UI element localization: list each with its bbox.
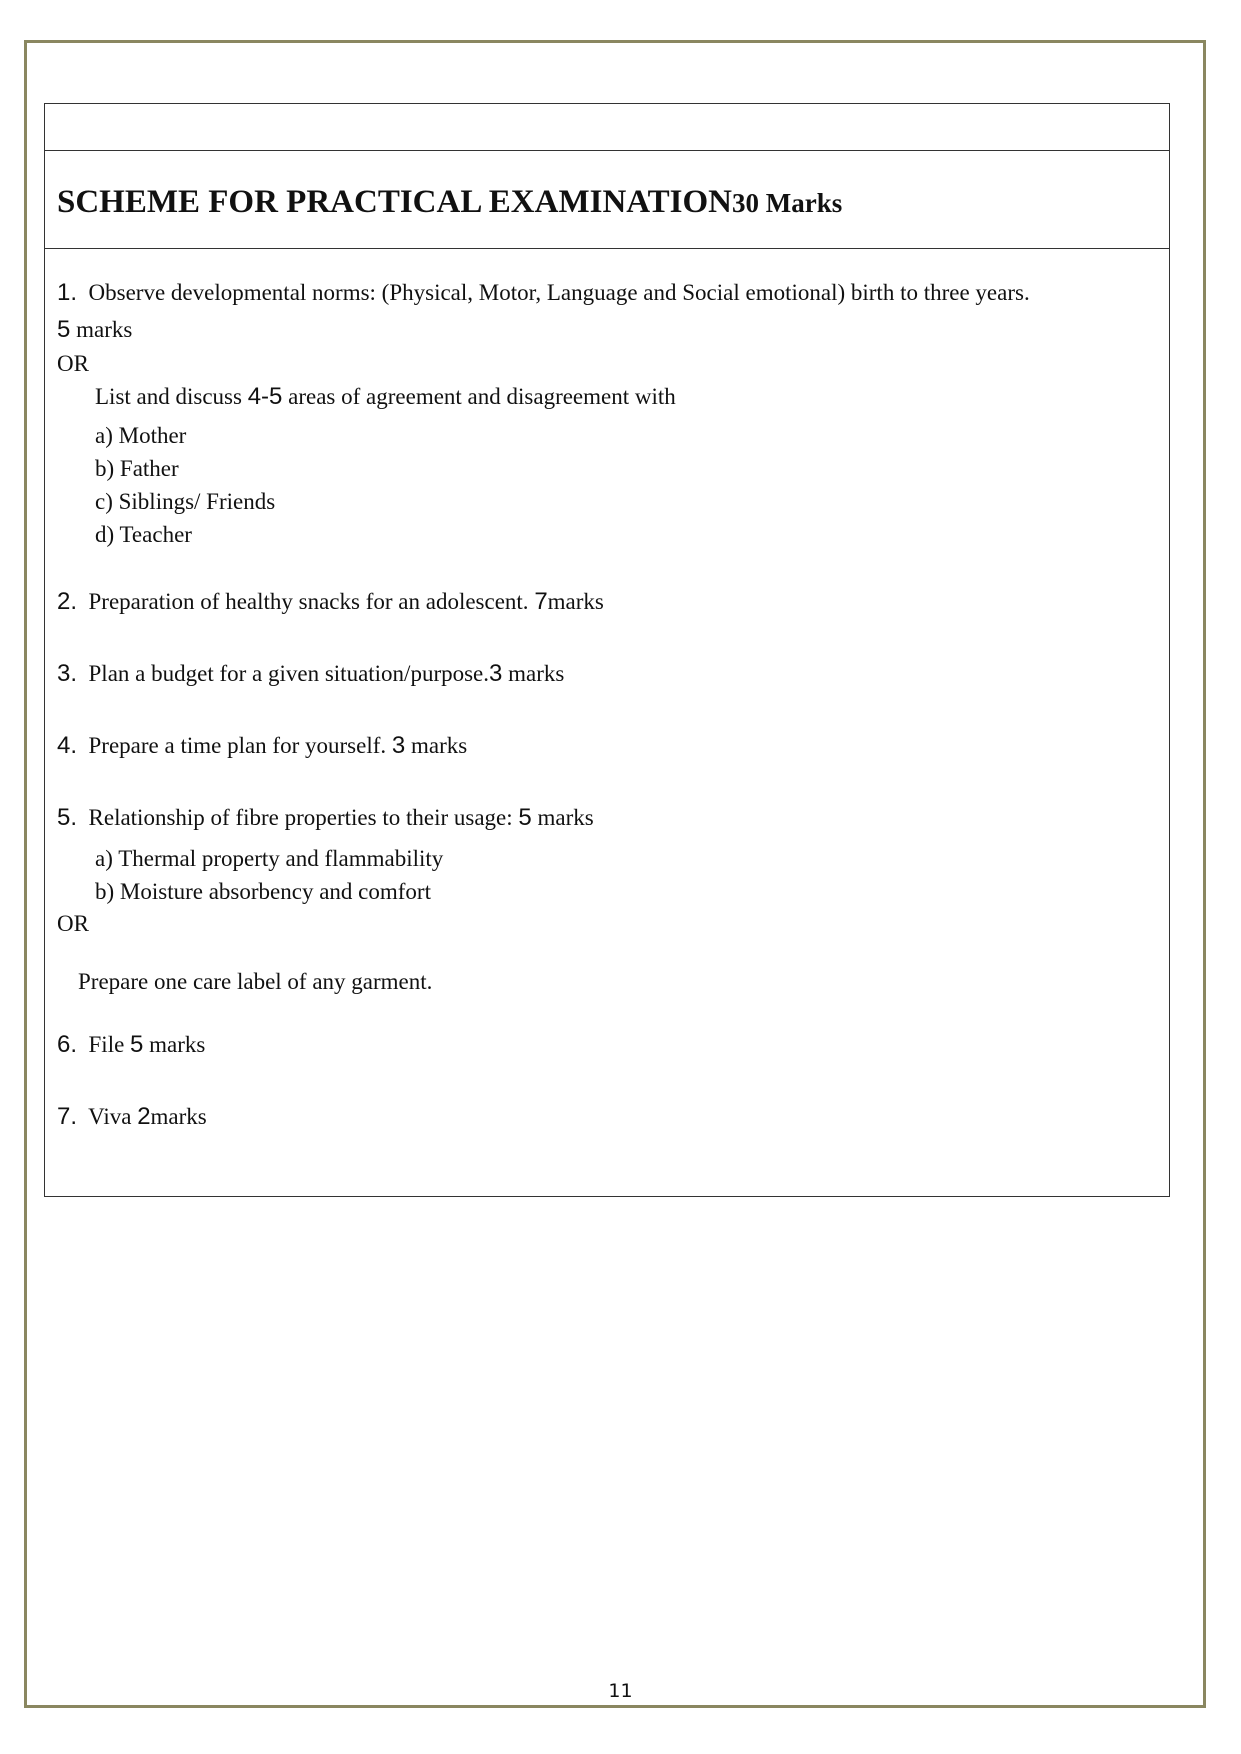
marks-number: 5 (130, 1031, 144, 1058)
item-2 (57, 588, 604, 616)
list-item: a) Mother (95, 423, 187, 448)
item-text: Observe developmental norms: (Physical, Motor, Language and Social emotional) birth to three years. (88, 280, 1030, 305)
item-3 (57, 660, 564, 688)
item-1 (57, 279, 1030, 307)
item-number: 4. (57, 732, 78, 759)
item-number: 5. (57, 804, 78, 831)
item-7 (57, 1103, 207, 1131)
item-number: 7. (57, 1103, 78, 1130)
marks-label: marks (70, 317, 133, 342)
alt-text-pre: List and discuss (95, 384, 248, 409)
or-separator: OR (57, 351, 89, 376)
item-4 (57, 732, 467, 760)
list-item: b) Moisture absorbency and comfort (95, 879, 431, 904)
marks-label: marks (502, 661, 565, 686)
item-number: 1. (57, 279, 78, 306)
scheme-table (44, 103, 1170, 1197)
alt-text-post: areas of agreement and disagreement with (282, 384, 676, 409)
marks-number: 5 (57, 316, 71, 343)
marks-label: marks (150, 1104, 207, 1129)
marks-label: marks (547, 589, 604, 614)
list-item: d) Teacher (95, 522, 192, 547)
marks-number: 5 (518, 804, 532, 831)
title-text: SCHEME FOR PRACTICAL EXAMINATION (57, 184, 733, 220)
list-item: b) Father (95, 456, 179, 481)
item-number: 6. (57, 1031, 78, 1058)
item-text: Preparation of healthy snacks for an adolescent. (88, 589, 535, 614)
item-1-alternative (95, 383, 676, 411)
page-number: 11 (608, 1680, 633, 1702)
page-title (57, 183, 842, 221)
title-marks: 30 Marks (732, 188, 843, 218)
table-empty-row (45, 104, 1169, 151)
marks-number: 3 (391, 732, 406, 759)
item-text: Relationship of fibre properties to their usage: (88, 805, 519, 830)
title-row (45, 151, 1169, 249)
marks-number: 2 (137, 1103, 151, 1130)
item-text: File (88, 1032, 131, 1057)
item-5 (57, 804, 594, 832)
item-number: 3. (57, 660, 78, 687)
scheme-body (45, 249, 1169, 1196)
item-number: 2. (57, 588, 78, 615)
marks-number: 3 (489, 660, 503, 687)
item-6 (57, 1031, 205, 1059)
marks-label: marks (405, 733, 468, 758)
item-text: Prepare a time plan for yourself. (88, 733, 392, 758)
item-text: Viva (88, 1104, 138, 1129)
alt-number: 4-5 (247, 383, 283, 410)
list-item: a) Thermal property and flammability (95, 846, 444, 871)
marks-number: 7 (534, 588, 548, 615)
or-separator: OR (57, 911, 89, 936)
marks-label: marks (531, 805, 594, 830)
list-item: c) Siblings/ Friends (95, 489, 276, 514)
item-text: Plan a budget for a given situation/purpose. (88, 661, 490, 686)
marks-label: marks (143, 1032, 206, 1057)
item-1-marks (57, 316, 132, 344)
item-5-alternative: Prepare one care label of any garment. (78, 969, 433, 994)
